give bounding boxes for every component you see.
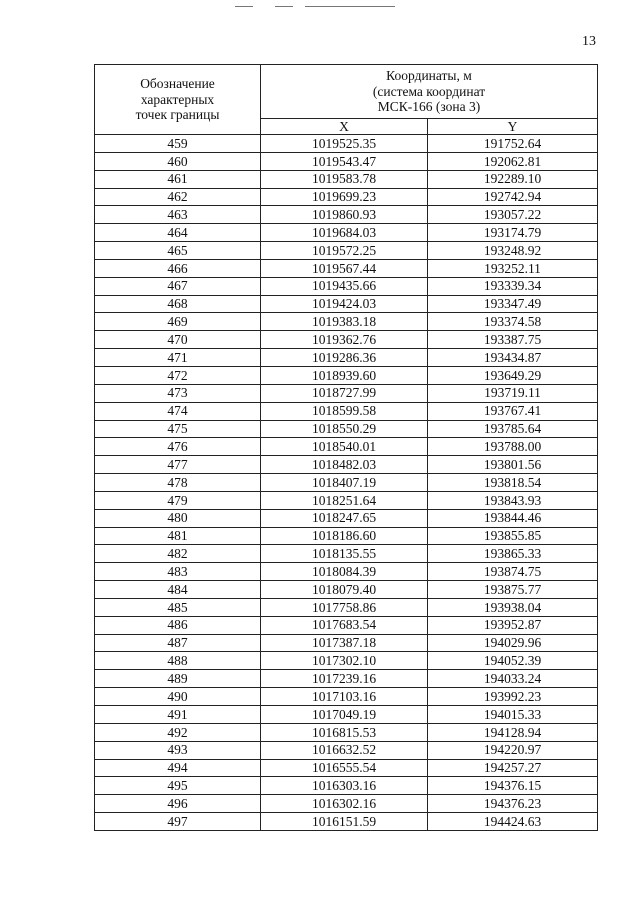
x-coordinate-cell: 1016302.16 [261, 795, 428, 813]
point-cell: 496 [95, 795, 261, 813]
x-column-header: X [261, 119, 428, 135]
point-cell: 459 [95, 135, 261, 153]
table-row [95, 777, 598, 795]
x-coordinate-cell: 1018407.19 [261, 474, 428, 492]
y-coordinate-cell: 193339.34 [428, 277, 598, 295]
table-row [95, 723, 598, 741]
y-coordinate-cell: 193252.11 [428, 259, 598, 277]
table-row [95, 474, 598, 492]
point-cell: 489 [95, 670, 261, 688]
x-coordinate-cell: 1016632.52 [261, 741, 428, 759]
point-cell: 474 [95, 402, 261, 420]
point-cell: 472 [95, 366, 261, 384]
y-coordinate-cell: 194015.33 [428, 706, 598, 724]
table-body [95, 135, 598, 831]
point-cell: 482 [95, 545, 261, 563]
x-coordinate-cell: 1017239.16 [261, 670, 428, 688]
x-coordinate-cell: 1019699.23 [261, 188, 428, 206]
x-coordinate-cell: 1016815.53 [261, 723, 428, 741]
y-coordinate-cell: 194376.23 [428, 795, 598, 813]
point-cell: 495 [95, 777, 261, 795]
y-coordinate-cell: 193374.58 [428, 313, 598, 331]
point-cell: 490 [95, 688, 261, 706]
y-coordinate-cell: 192062.81 [428, 152, 598, 170]
x-coordinate-cell: 1016555.54 [261, 759, 428, 777]
page-number: 13 [582, 34, 596, 49]
y-coordinate-cell: 192289.10 [428, 170, 598, 188]
table-row [95, 581, 598, 599]
point-cell: 465 [95, 242, 261, 260]
y-coordinate-cell: 193875.77 [428, 581, 598, 599]
point-cell: 462 [95, 188, 261, 206]
point-cell: 487 [95, 634, 261, 652]
point-cell: 485 [95, 598, 261, 616]
table-row [95, 438, 598, 456]
y-coordinate-cell: 191752.64 [428, 135, 598, 153]
table-row [95, 242, 598, 260]
y-coordinate-cell: 193649.29 [428, 366, 598, 384]
y-coordinate-cell: 193865.33 [428, 545, 598, 563]
x-coordinate-cell: 1019583.78 [261, 170, 428, 188]
table-row [95, 331, 598, 349]
table-row [95, 277, 598, 295]
x-coordinate-cell: 1016151.59 [261, 813, 428, 831]
y-coordinate-cell: 193719.11 [428, 384, 598, 402]
point-cell: 483 [95, 563, 261, 581]
y-coordinate-cell: 193174.79 [428, 224, 598, 242]
x-coordinate-cell: 1017387.18 [261, 634, 428, 652]
table-row [95, 456, 598, 474]
y-coordinate-cell: 193767.41 [428, 402, 598, 420]
point-cell: 484 [95, 581, 261, 599]
x-coordinate-cell: 1018135.55 [261, 545, 428, 563]
point-cell: 466 [95, 259, 261, 277]
y-coordinate-cell: 193057.22 [428, 206, 598, 224]
y-coordinate-cell: 193347.49 [428, 295, 598, 313]
x-coordinate-cell: 1019567.44 [261, 259, 428, 277]
coordinates-group-header [261, 65, 598, 119]
table-row [95, 759, 598, 777]
x-coordinate-cell: 1019684.03 [261, 224, 428, 242]
point-cell: 471 [95, 349, 261, 367]
point-cell: 469 [95, 313, 261, 331]
y-coordinate-cell: 193992.23 [428, 688, 598, 706]
point-cell: 488 [95, 652, 261, 670]
point-cell: 463 [95, 206, 261, 224]
x-coordinate-cell: 1018550.29 [261, 420, 428, 438]
y-coordinate-cell: 193387.75 [428, 331, 598, 349]
x-coordinate-cell: 1019424.03 [261, 295, 428, 313]
y-coordinate-cell: 194128.94 [428, 723, 598, 741]
table-row [95, 652, 598, 670]
x-coordinate-cell: 1018727.99 [261, 384, 428, 402]
table-row [95, 135, 598, 153]
x-coordinate-cell: 1017103.16 [261, 688, 428, 706]
point-cell: 493 [95, 741, 261, 759]
point-cell: 460 [95, 152, 261, 170]
table-row [95, 402, 598, 420]
coordinates-table [94, 64, 598, 831]
table-row [95, 598, 598, 616]
y-coordinate-cell: 193952.87 [428, 616, 598, 634]
point-cell: 494 [95, 759, 261, 777]
table-row [95, 384, 598, 402]
table-row [95, 152, 598, 170]
y-coordinate-cell: 194220.97 [428, 741, 598, 759]
point-cell: 470 [95, 331, 261, 349]
x-coordinate-cell: 1016303.16 [261, 777, 428, 795]
x-coordinate-cell: 1019860.93 [261, 206, 428, 224]
x-coordinate-cell: 1017049.19 [261, 706, 428, 724]
x-coordinate-cell: 1019286.36 [261, 349, 428, 367]
coords-header-line: МСК-166 (зона 3) [377, 99, 481, 115]
point-cell: 492 [95, 723, 261, 741]
table-row [95, 563, 598, 581]
table-row [95, 795, 598, 813]
y-coordinate-cell: 194033.24 [428, 670, 598, 688]
y-coordinate-cell: 193788.00 [428, 438, 598, 456]
table-row [95, 366, 598, 384]
table-row [95, 741, 598, 759]
point-cell: 478 [95, 474, 261, 492]
y-coordinate-cell: 194052.39 [428, 652, 598, 670]
x-coordinate-cell: 1018482.03 [261, 456, 428, 474]
x-coordinate-cell: 1017758.86 [261, 598, 428, 616]
x-coordinate-cell: 1018939.60 [261, 366, 428, 384]
y-coordinate-cell: 194376.15 [428, 777, 598, 795]
x-coordinate-cell: 1017683.54 [261, 616, 428, 634]
coords-header-line: (система координат [372, 83, 486, 99]
y-coordinate-cell: 193844.46 [428, 509, 598, 527]
point-cell: 480 [95, 509, 261, 527]
point-cell: 481 [95, 527, 261, 545]
table-row [95, 706, 598, 724]
x-coordinate-cell: 1018599.58 [261, 402, 428, 420]
y-coordinate-cell: 194424.63 [428, 813, 598, 831]
point-cell: 486 [95, 616, 261, 634]
table-row [95, 206, 598, 224]
table-row [95, 259, 598, 277]
point-header-line: характерных [140, 91, 215, 107]
table-row [95, 491, 598, 509]
x-coordinate-cell: 1019435.66 [261, 277, 428, 295]
table-row [95, 224, 598, 242]
table-row [95, 634, 598, 652]
y-coordinate-cell: 193938.04 [428, 598, 598, 616]
y-coordinate-cell: 194029.96 [428, 634, 598, 652]
point-header-line: точек границы [135, 107, 220, 123]
point-cell: 475 [95, 420, 261, 438]
scan-artifact-lines [235, 6, 405, 8]
table-row [95, 509, 598, 527]
table-row [95, 420, 598, 438]
y-coordinate-cell: 193785.64 [428, 420, 598, 438]
point-column-header [95, 65, 261, 135]
table-row [95, 545, 598, 563]
point-cell: 467 [95, 277, 261, 295]
table-row [95, 616, 598, 634]
x-coordinate-cell: 1018540.01 [261, 438, 428, 456]
table-row [95, 170, 598, 188]
point-cell: 476 [95, 438, 261, 456]
x-coordinate-cell: 1019383.18 [261, 313, 428, 331]
point-header-line: Обозначение [140, 75, 215, 91]
x-coordinate-cell: 1018247.65 [261, 509, 428, 527]
y-coordinate-cell: 193843.93 [428, 491, 598, 509]
y-column-header: Y [428, 119, 598, 135]
point-cell: 479 [95, 491, 261, 509]
point-cell: 497 [95, 813, 261, 831]
y-coordinate-cell: 193434.87 [428, 349, 598, 367]
table-row [95, 813, 598, 831]
x-coordinate-cell: 1018079.40 [261, 581, 428, 599]
table-row [95, 349, 598, 367]
x-coordinate-cell: 1018251.64 [261, 491, 428, 509]
y-coordinate-cell: 193855.85 [428, 527, 598, 545]
y-coordinate-cell: 193801.56 [428, 456, 598, 474]
table-row [95, 188, 598, 206]
x-coordinate-cell: 1018186.60 [261, 527, 428, 545]
y-coordinate-cell: 193874.75 [428, 563, 598, 581]
x-coordinate-cell: 1019525.35 [261, 135, 428, 153]
table-row [95, 313, 598, 331]
coords-header-line: Координаты, м [386, 67, 472, 83]
point-cell: 491 [95, 706, 261, 724]
x-coordinate-cell: 1019543.47 [261, 152, 428, 170]
point-cell: 461 [95, 170, 261, 188]
point-cell: 477 [95, 456, 261, 474]
x-coordinate-cell: 1019362.76 [261, 331, 428, 349]
y-coordinate-cell: 192742.94 [428, 188, 598, 206]
x-coordinate-cell: 1019572.25 [261, 242, 428, 260]
table-row [95, 688, 598, 706]
y-coordinate-cell: 193248.92 [428, 242, 598, 260]
y-coordinate-cell: 194257.27 [428, 759, 598, 777]
table-row [95, 527, 598, 545]
table-row [95, 670, 598, 688]
y-coordinate-cell: 193818.54 [428, 474, 598, 492]
point-cell: 464 [95, 224, 261, 242]
x-coordinate-cell: 1017302.10 [261, 652, 428, 670]
point-cell: 473 [95, 384, 261, 402]
x-coordinate-cell: 1018084.39 [261, 563, 428, 581]
point-cell: 468 [95, 295, 261, 313]
table-row [95, 295, 598, 313]
